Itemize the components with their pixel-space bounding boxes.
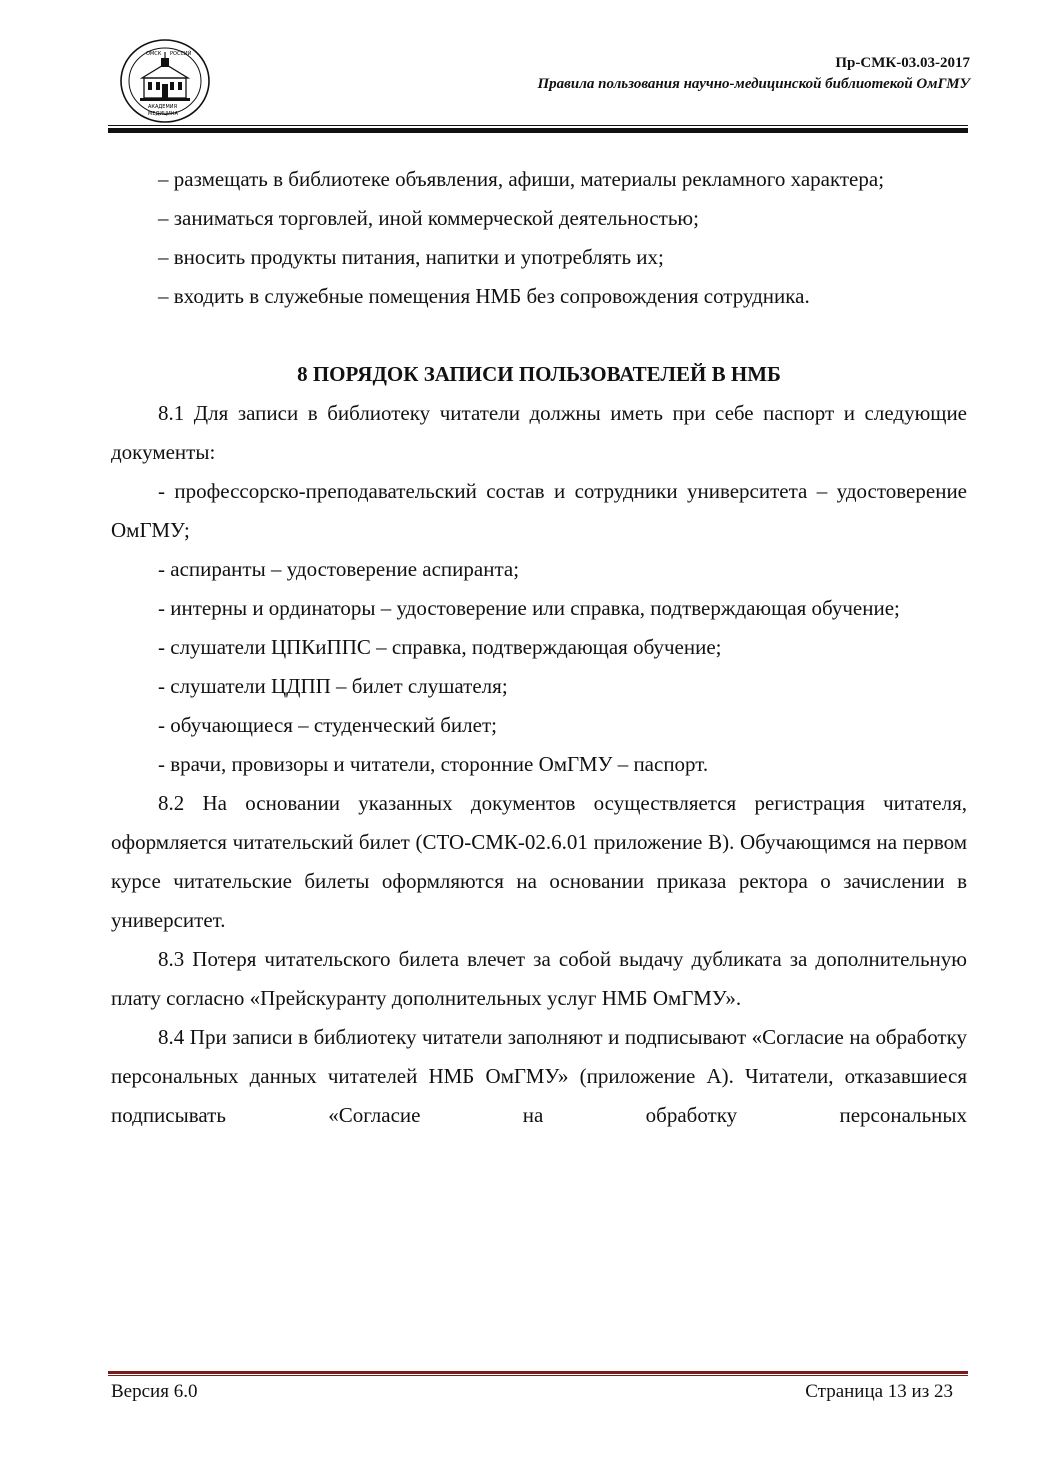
document-code: Пр-СМК-03.03-2017 — [835, 55, 970, 71]
document-list-item: - профессорско-преподавательский состав и сотрудники университета – удостоверение ОмГМУ; — [111, 479, 967, 542]
version-label: Версия 6.0 — [111, 1381, 198, 1402]
svg-text:ОМСК: ОМСК — [146, 51, 162, 57]
svg-text:МЕДИЦИНА: МЕДИЦИНА — [148, 111, 178, 117]
university-emblem-icon — [118, 38, 212, 124]
footer-divider — [108, 1371, 968, 1374]
list-item: – размещать в библиотеке объявления, афиши, материалы рекламного характера; — [158, 167, 885, 191]
document-list-item: - обучающиеся – студенческий билет; — [158, 713, 497, 737]
list-item: – заниматься торговлей, иной коммерческой деятельностью; — [158, 206, 699, 230]
header-divider-thick — [108, 128, 968, 133]
document-list-item: - аспиранты – удостоверение аспиранта; — [158, 557, 520, 581]
document-list-item: - слушатели ЦПКиППС – справка, подтверждающая обучение; — [158, 635, 722, 659]
section-heading: 8 ПОРЯДОК ЗАПИСИ ПОЛЬЗОВАТЕЛЕЙ В НМБ — [297, 362, 781, 386]
document-title: Правила пользования научно-медицинской библиотекой ОмГМУ — [537, 76, 970, 92]
svg-text:АКАДЕМИЯ: АКАДЕМИЯ — [148, 104, 177, 110]
document-body — [111, 160, 967, 1135]
list-item: – вносить продукты питания, напитки и употреблять их; — [158, 245, 664, 269]
document-list-item: - врачи, провизоры и читатели, сторонние ОмГМУ – паспорт. — [158, 752, 709, 776]
paragraph-8-1: 8.1 Для записи в библиотеку читатели должны иметь при себе паспорт и следующие документы: — [111, 401, 967, 464]
document-list-item: - слушатели ЦДПП – билет слушателя; — [158, 674, 508, 698]
header-divider-thin — [108, 125, 968, 126]
paragraph-8-3: 8.3 Потеря читательского билета влечет за собой выдачу дубликата за дополнительную плату согласно «Прейскуранту дополнительных услуг НМБ ОмГМУ». — [111, 947, 967, 1010]
list-item: – входить в служебные помещения НМБ без сопровождения сотрудника. — [158, 284, 810, 308]
paragraph-8-4: 8.4 При записи в библиотеку читатели заполняют и подписывают «Согласие на обработку персональных данных читателей НМБ ОмГМУ» (приложение А). Читатели, отказавшиеся подписывать «Согласие на обработку персональных — [111, 1025, 967, 1127]
svg-text:РОССИЙ: РОССИЙ — [170, 51, 192, 57]
paragraph-8-2: 8.2 На основании указанных документов осуществляется регистрация читателя, оформляется читательский билет (СТО-СМК-02.6.01 приложение В). Обучающимся на первом курсе читательские билеты оформляются на основании приказа ректора о зачислении в университет. — [111, 791, 967, 932]
page-number: Страница 13 из 23 — [805, 1381, 953, 1402]
footer-divider-thin — [108, 1375, 968, 1376]
section-spacer — [111, 316, 967, 355]
document-list-item: - интерны и ординаторы – удостоверение или справка, подтверждающая обучение; — [158, 596, 900, 620]
